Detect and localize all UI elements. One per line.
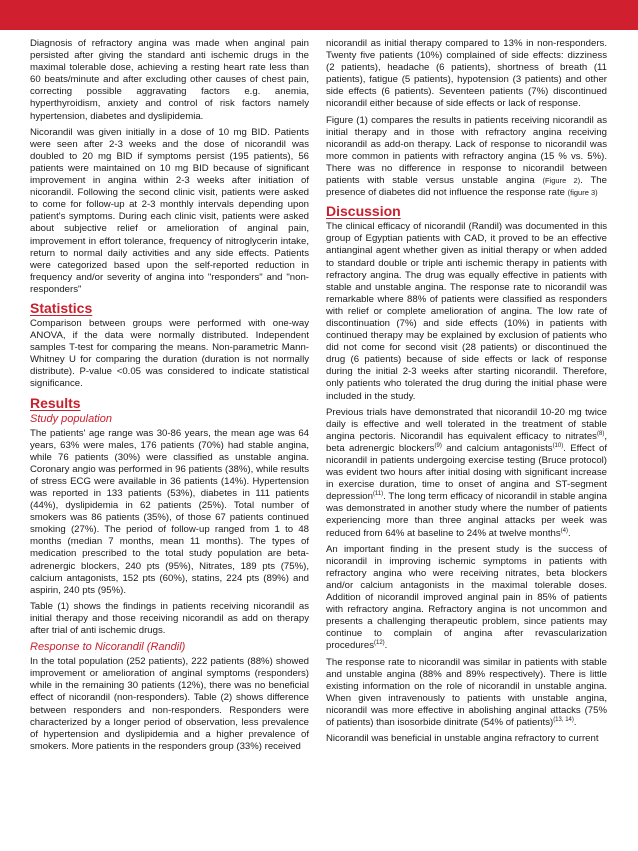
previous-trials-text-d: . Effect of nicorandil in patients undergoing exercise testing (Bruce protocol) was evident two hours after initial dosing with significant increase in exercise duration, time to onset of angina and ST-segment depression xyxy=(326,442,608,503)
unstable-angina-paragraph: Nicorandil was beneficial in unstable angina refractory to current xyxy=(326,733,599,745)
refractory-angina-paragraph: Diagnosis of refractory angina was made when anginal pain persisted after giving the standard anti ischemic drugs in the maximal tolerable dose, achieving a resting heart rate less than 60 beats/minute and after excluding other causes of chest pain, correcting possible aggravating factors e.g. anemia, hyperthyroidism, anxiety and control of risk factors namely hypertension, diabetes and dyslipidemia. xyxy=(30,38,309,122)
study-population-paragraph: The patients' age range was 30-86 years, the mean age was 64 years, 63% were males, 176 patients (70%) had stable angina, while 76 patients (30%) were classified as unstable angina. Coronary angio was performed in 96 patients (38%), while results of stress ECG were available in 36 patients (14%). Hypertension was reported in 133 patients (53%), diabetes in 111 patients (44%), dyslipidemia in 62 patients (25%). Total number of smokers was 86 patients (35%), of those 67 patients continued smoking (27%). The period of follow-up ranged from 1 to 48 months (median 7 months, mean 11 months). The types of medication prescribed to the total study population are beta-adrenergic blockers, 240 pts (95%), Nitrates, 189 pts (75%), calcium antagonists, 152 pts (60%), statins, 224 pts (89%) and aspirin, 240 pts (95%). xyxy=(30,427,309,596)
previous-trials-text-b: , beta adrenergic blockers xyxy=(326,430,607,454)
citation-10: (10) xyxy=(552,442,564,449)
previous-trials-text-a: Previous trials have demonstrated that nicorandil 10-20 mg twice daily is effective and well tolerated in the treatment of stable angina pectoris. Nicorandil has equivalent efficacy to nitrates xyxy=(326,406,607,442)
left-column xyxy=(30,38,309,757)
citation-9: (9) xyxy=(434,442,442,449)
previous-trials-text-f: . xyxy=(568,527,571,539)
important-finding-text-a: An important finding in the present study is the success of nicorandil in improving ischemic symptoms in patients with refractory angina who were receiving nitrates, beta blockers and/or calcium antagonists in the maximal tolerable doses. Addition of nicorandil improved anginal pain in 85% of patients with refractory angina. Refractory angina is not uncommon and presents a challenging therapeutic problem, since patients may continue to complain of angina after revascularization procedures xyxy=(326,543,607,652)
citation-8: (8) xyxy=(596,430,605,437)
response-heading: Response to Nicorandil (Randil) xyxy=(30,641,186,654)
header-banner xyxy=(0,0,638,30)
study-population-heading: Study population xyxy=(30,412,112,425)
figure-comparison-paragraph xyxy=(326,115,607,200)
response-paragraph: In the total population (252 patients), 222 patients (88%) showed improvement or amelioration of anginal symptoms (responders) while in the remaining 30 patients (12%), there was no beneficial effect of nicorandil (non-responders). Table (2) shows difference between responders and non-responders. Responders were characterized by a longer period of observation, less prevalence of hypertension and dyslipidemia and a higher prevalence of smokers. More patients in the responders group (33%) received xyxy=(30,656,309,752)
response-rate-text-a: The response rate to nicorandil was similar in patients with stable and unstable angina (88% and 89% respectively). There is little existing information on the role of nicorandil in unstable angina. When given intravenously to patients with unstable angina, nicorandil was more effective in abolishing anginal attacks (75% of patients) than isosorbide dinitrate (54% of patients) xyxy=(326,656,607,728)
citation-13-14: (13, 14) xyxy=(553,716,574,723)
previous-trials-text-e: . The long term efficacy of nicorandil in stable angina was demonstrated in another study where the number of patients experiencing more than three anginal attacks per week was reduced from 64% at baseline to 24% at twelve months xyxy=(326,491,607,539)
figure-comparison-text-b: . The presence of diabetes did not influence the response rate xyxy=(326,175,607,199)
citation-4: (4) xyxy=(560,527,568,534)
statistics-heading: Statistics xyxy=(30,299,93,316)
discussion-heading: Discussion xyxy=(326,203,401,220)
nicorandil-dosing-paragraph: Nicorandil was given initially in a dose of 10 mg BID. Patients were seen after 2-3 weeks and the dose of nicorandil was doubled to 20 mg BID if symptoms persist (195 patients), 56 patients were maintained on 10 mg BID because of significant improvement in angina within 2-3 weeks after initiation of nicorandil. Following the second clinic visit, patients were asked to come for follow-up at 2-3 monthly intervals depending upon patient's symptoms. During each clinic visit, patients were asked about subjective relief or amelioration of anginal pain, improvement in effort tolerance, frequency of nitroglycerin intake, return to normal daily activities and any side effects. Patients were categorized based upon the self-reported reduction in frequency and/or severity of angina into "responders" and "non-responders" xyxy=(30,126,309,295)
previous-trials-text-c: and calcium antagonists xyxy=(441,442,553,454)
results-heading: Results xyxy=(30,394,81,411)
figure2-reference: (Figure 2) xyxy=(542,176,581,186)
citation-12: (12) xyxy=(374,640,385,647)
response-rate-text-b: . xyxy=(573,716,577,728)
side-effects-paragraph: nicorandil as initial therapy compared to 13% in non-responders. Twenty five patients (10%) complained of side effects: dizziness (2 patients), headache (6 patients), shortness of breath (11 patients), fatigue (5 patients), hypotension (3 patients) and other side effects (6 patients). Seventeen patients (7%) discontinued nicorandil either because of side effects or lack of response. xyxy=(326,38,607,110)
figure-comparison-text-a: Figure (1) compares the results in patients receiving nicorandil as initial therapy and in those with refractory angina receiving nicorandil as add-on therapy. Lack of response to nicorandil was more common in patients with refractory angina (15 % vs. 5%). There was no difference in response to nicorandil between patients with stable versus unstable angina xyxy=(326,114,607,187)
right-column xyxy=(326,38,607,749)
table1-paragraph: Table (1) shows the findings in patients receiving nicorandil as initial therapy and those receiving nicorandil as add on therapy after trial of anti ischemic drugs. xyxy=(30,600,309,637)
important-finding-paragraph xyxy=(326,544,607,653)
response-rate-paragraph xyxy=(326,657,607,730)
citation-11: (11) xyxy=(372,491,384,498)
statistics-paragraph: Comparison between groups were performed with one-way ANOVA, if the data were normally distributed. Independent samples T-test for comparing the means. Non-parametric Mann-Whitney U for comparing the duration (duration is not normally distribute). P-value <0.05 was considered to indicate statistical significance. xyxy=(30,317,309,390)
figure3-reference: (figure 3) xyxy=(567,188,598,198)
discussion-paragraph: The clinical efficacy of nicorandil (Randil) was documented in this group of Egyptian patients with CAD, it proved to be an effective antianginal agent whether given as initial therapy or when added to standard double or triple anti ischemic therapy in patients with refractory angina. The drug was equally effective in patients with stable and unstable angina. The response rate to nicorandil was remarkable where 88% of patients were classified as responders with relief or complete amelioration of angina. The low rate of discontinuation (7%) and side effects (10%) in patients with continued therapy may be explained by exclusion of patients who did not come for second visit (28 patients) or discontinued the drug (6 patients) because of side effects or lack of response during the initial 2-3 weeks after starting nicorandil. Therefore, only patients who tolerated the drug during the initial phase were included in the study. xyxy=(326,221,607,402)
important-finding-text-b: . xyxy=(384,640,388,652)
previous-trials-paragraph xyxy=(326,407,607,540)
